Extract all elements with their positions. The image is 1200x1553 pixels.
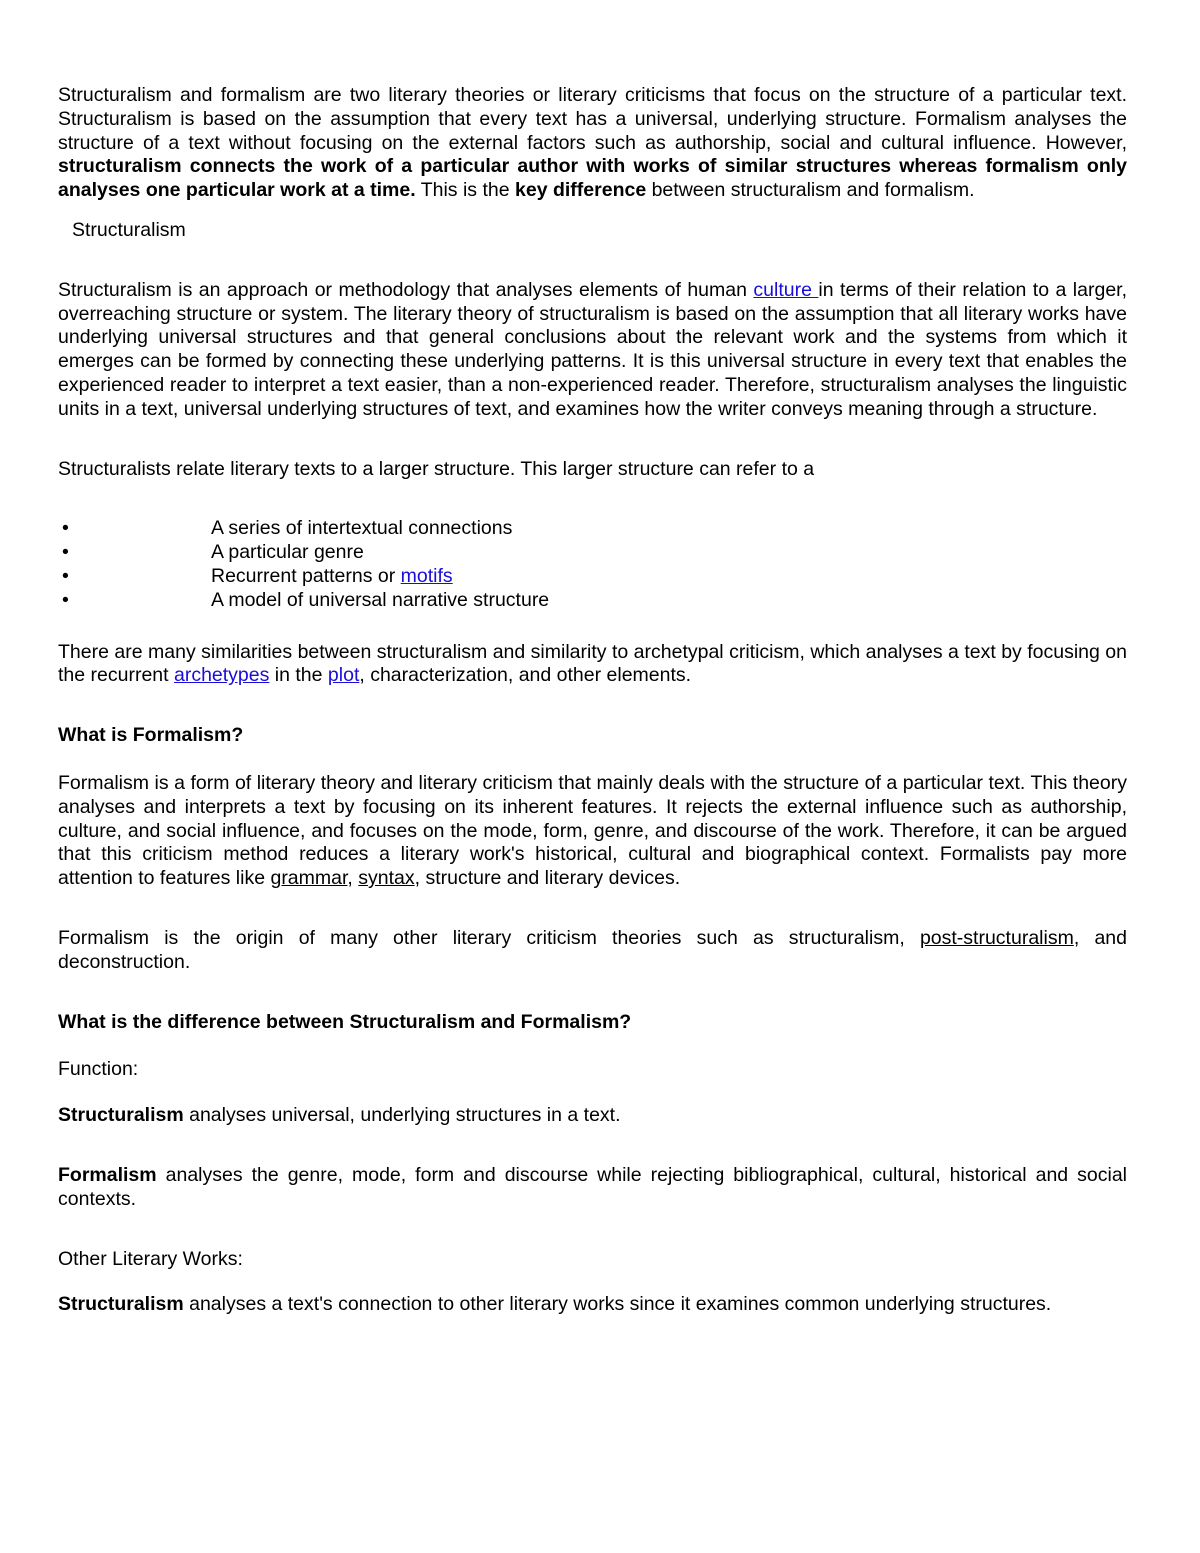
intro-bold-key-difference: key difference (515, 179, 647, 202)
formalism-separator: , (347, 867, 359, 890)
origin-text-1: Formalism is the origin of many other literary criticism theories such as structuralism, (58, 926, 920, 949)
list-item-text: A model of universal narrative structure (211, 588, 550, 611)
list-item (58, 589, 1127, 613)
formalism-paragraph (58, 772, 1127, 891)
bullet-icon: • (62, 541, 69, 564)
intro-text-2: This is the (415, 179, 516, 202)
other-works-label: Other Literary Works: (58, 1247, 243, 1270)
intro-paragraph (58, 84, 1127, 203)
structuralism-text-2: in terms of their relation to a larger, overreaching structure or system. The literary theory of structuralism is based on the assumption that all literary works have underlying universal structures and that general conclusions about the relevant work and the systems from which it emerges can be formed by connecting these underlying patterns. It is this universal structure in every text that enables the experienced reader to interpret a text easier, than a non-experienced reader. Therefore, structuralism analyses the linguistic units in a text, universal underlying structures of text, and examines how the writer conveys meaning through a structure. (58, 278, 1128, 420)
function-formalism-text: analyses the genre, mode, form and discourse while rejecting bibliographical, cultural, historical and social contexts. (58, 1163, 1127, 1210)
formalism-text-2: , structure and literary devices. (414, 867, 681, 890)
structuralism-heading: Structuralism (72, 218, 186, 241)
formalism-text-1: Formalism is a form of literary theory and literary criticism that mainly deals with the structure of a particular text. This theory analyses and interprets a text by focusing on its inherent features. It rejects the external influence such as authorship, culture, and social influence, and focuses on the mode, form, genre, and discourse of the work. Therefore, it can be argued that this criticism method reduces a literary work's historical, cultural and biographical context. Formalists pay more attention to features like (58, 771, 1127, 890)
structuralism-text-1: Structuralism is an approach or methodology that analyses elements of human (58, 278, 754, 301)
bullet-icon: • (62, 564, 69, 587)
function-structuralism (58, 1104, 1127, 1128)
archetype-text-2: in the (269, 664, 328, 687)
archetype-text-1: There are many similarities between structuralism and similarity to archetypal criticism, which analyses a text by focusing on the recurrent (58, 640, 1127, 687)
culture-link[interactable]: culture (753, 278, 819, 301)
list-item (58, 565, 1127, 589)
bullet-icon: • (62, 588, 69, 611)
relate-paragraph: Structuralists relate literary texts to a larger structure. This larger structure can refer to a (58, 457, 815, 480)
origin-text-2: , and deconstruction. (58, 926, 1127, 973)
list-item (58, 517, 1127, 541)
bullet-icon: • (62, 517, 69, 540)
intro-text-1: Structuralism and formalism are two literary theories or literary criticisms that focus on the structure of a particular text. Structuralism is based on the assumption that every text has a universal, underlying structure. Formalism analyses the structure of a text without focusing on the external factors such as authorship, social and cultural influence. However, (58, 84, 1127, 154)
structuralism-paragraph (58, 279, 1127, 422)
list-item-text: A particular genre (211, 541, 364, 564)
archetypes-link[interactable]: archetypes (173, 664, 270, 687)
function-formalism-term: Formalism (58, 1163, 157, 1186)
document-page (58, 84, 1127, 1317)
other-structuralism-text: analyses a text's connection to other literary works since it examines common underlying structures. (183, 1293, 1052, 1316)
post-structuralism-link[interactable]: post-structuralism (919, 926, 1074, 949)
list-item-text: Recurrent patterns or (211, 564, 401, 587)
grammar-link[interactable]: grammar (270, 867, 348, 890)
origin-paragraph (58, 927, 1127, 975)
function-structuralism-text: analyses universal, underlying structures in a text. (183, 1104, 621, 1127)
function-structuralism-term: Structuralism (58, 1104, 184, 1127)
syntax-link[interactable]: syntax (358, 867, 415, 890)
archetype-paragraph (58, 641, 1127, 689)
other-works-structuralism (58, 1293, 1127, 1317)
other-structuralism-term: Structuralism (58, 1293, 184, 1316)
archetype-text-3: , characterization, and other elements. (359, 664, 692, 687)
motifs-link[interactable]: motifs (400, 564, 453, 587)
intro-bold-1: structuralism connects the work of a particular author with works of similar structures whereas formalism only analyses one particular work at a time. (58, 155, 1127, 202)
list-item-text: A series of intertextual connections (211, 517, 513, 540)
function-label: Function: (58, 1058, 139, 1081)
structure-list (58, 517, 1127, 612)
formalism-heading: What is Formalism? (58, 724, 244, 747)
list-item (58, 541, 1127, 565)
plot-link[interactable]: plot (327, 664, 360, 687)
function-formalism (58, 1164, 1127, 1212)
intro-text-3: between structuralism and formalism. (646, 179, 975, 202)
difference-heading: What is the difference between Structuralism and Formalism? (58, 1010, 632, 1033)
